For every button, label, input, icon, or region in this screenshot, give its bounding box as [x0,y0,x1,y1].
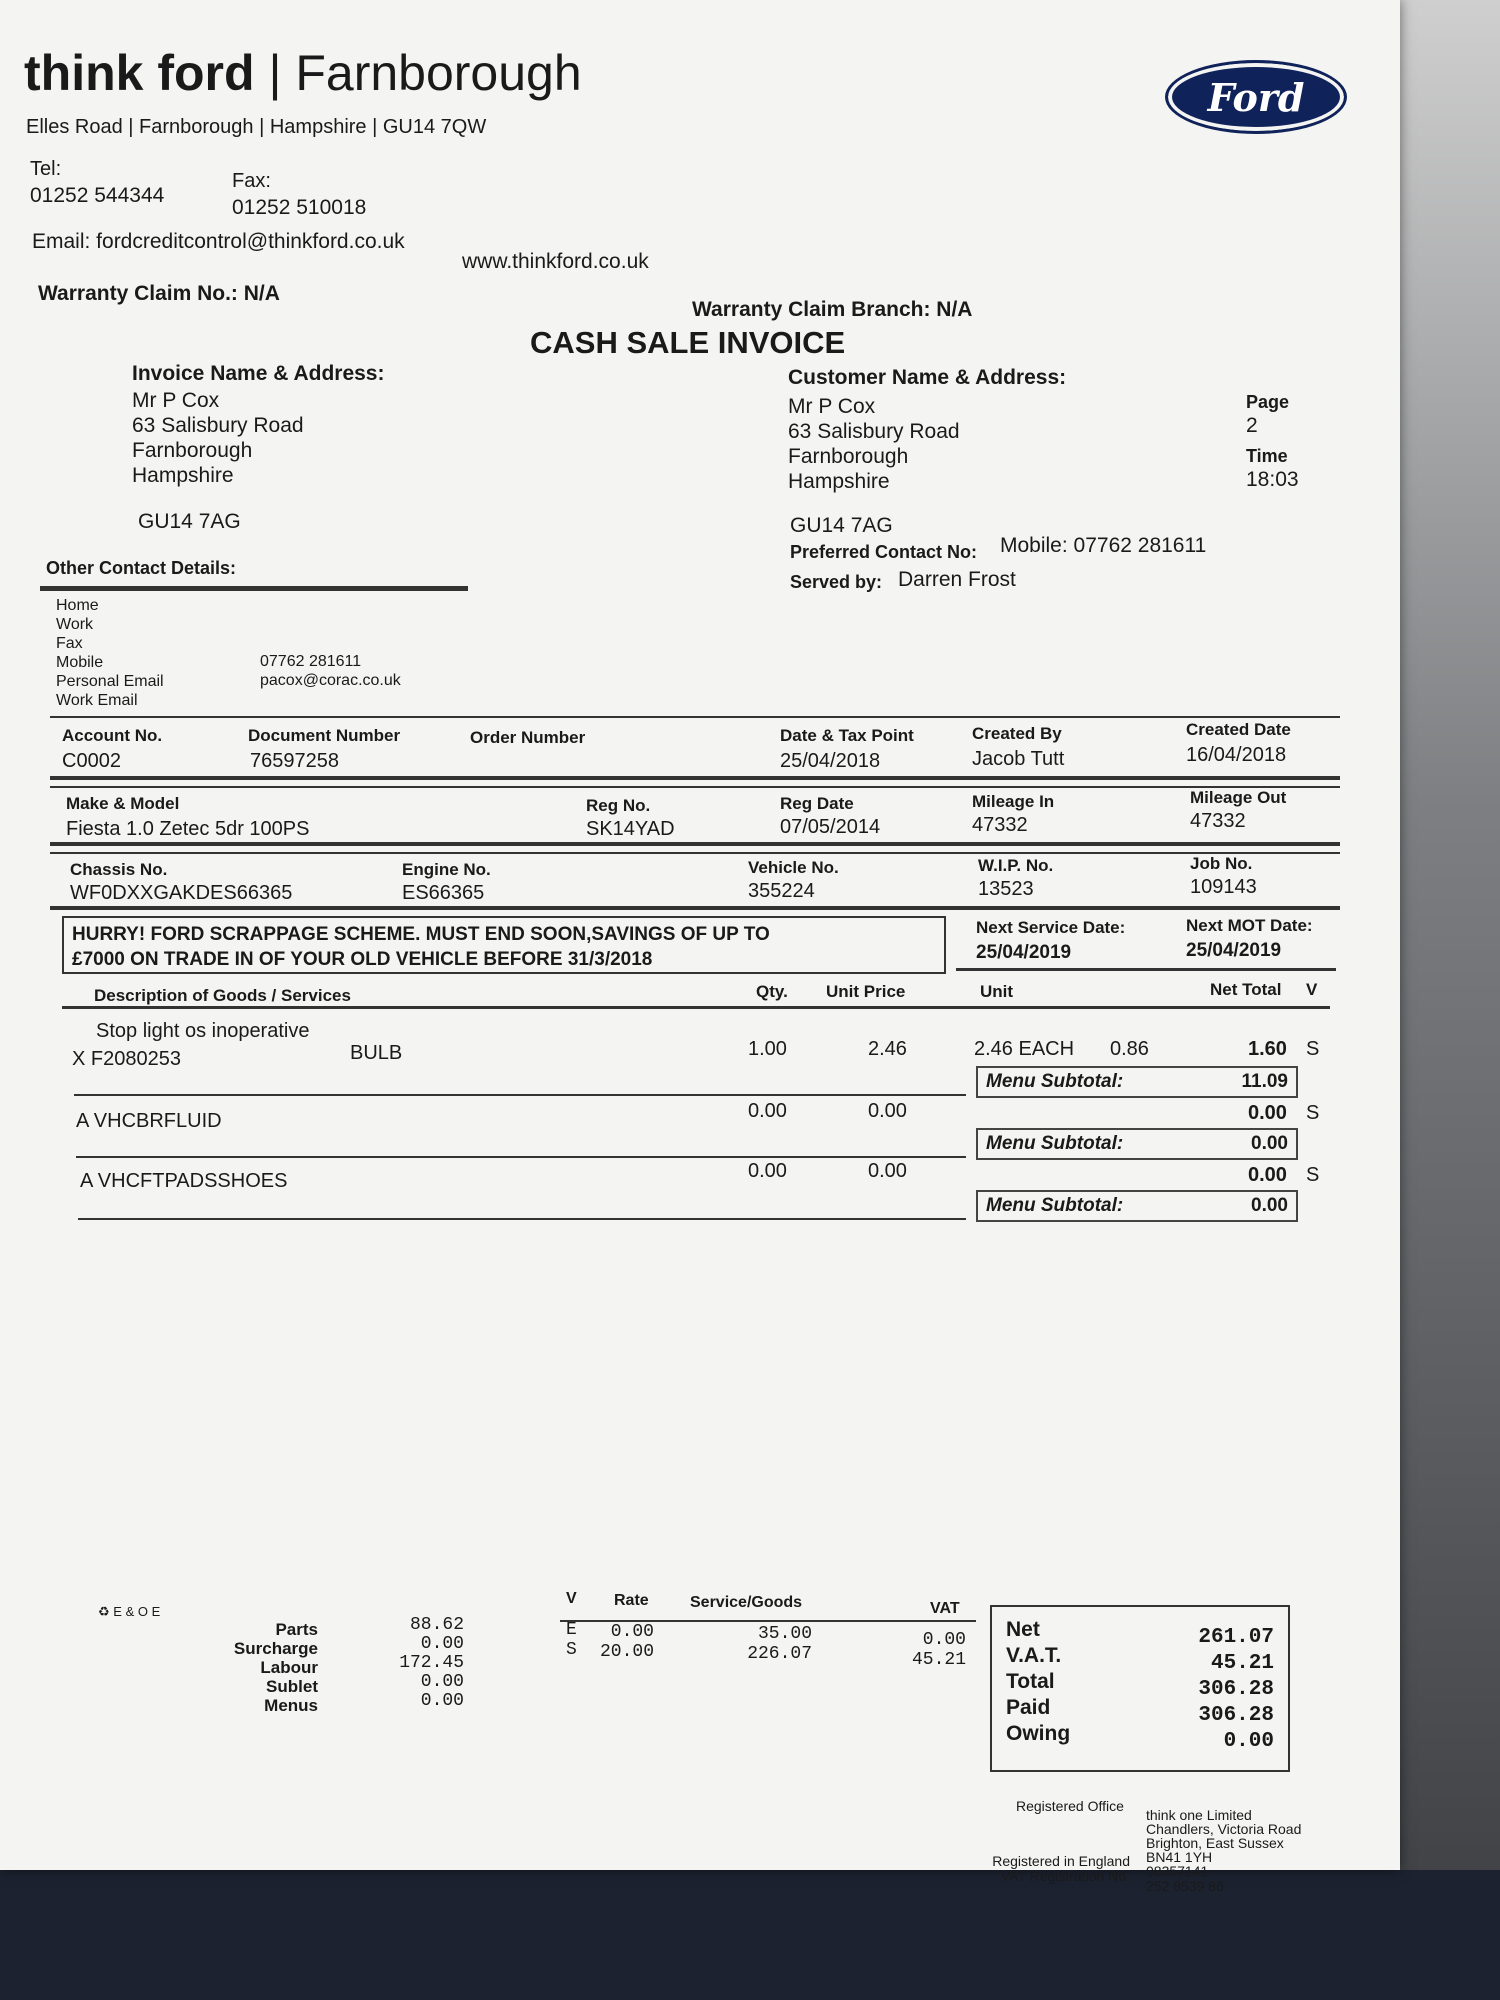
item-net: 0.00 [1248,1164,1287,1186]
total-label-owing: Owing [1006,1722,1071,1745]
contact-mobile: 07762 281611 [260,653,362,670]
vat-col-v: V [566,1590,577,1607]
engine-label: Engine No. [402,860,491,879]
vat-row-s-service: 226.07 [747,1644,812,1664]
created-by-value: Jacob Tutt [972,748,1065,770]
warranty-claim: Warranty Claim No.: N/A [38,282,280,305]
total-value-paid: 306.28 [1198,1704,1274,1727]
vat-row-e-rate: 0.00 [610,1622,654,1642]
brand-think: think ford [24,45,255,101]
promo-banner [62,916,946,974]
divider [956,968,1336,971]
registration-label-vat: VAT Registration No. [1000,1868,1130,1884]
served-by-value: Darren Frost [898,568,1016,591]
mileage-out-label: Mileage Out [1190,788,1287,807]
item-unit-price: 2.46 [868,1038,907,1060]
vat-row-rates [594,1622,654,1662]
invoice-address-line: Farnborough [132,439,253,462]
item-unit-price: 0.00 [868,1100,907,1122]
order-number-label: Order Number [470,728,586,747]
divider [62,1006,1330,1009]
vat-col-vat: VAT [930,1600,960,1617]
account-label: Account No. [62,726,163,745]
invoice-address-line: Hampshire [132,464,234,487]
divider [78,1218,966,1220]
registered-office-line: Chandlers, Victoria Road [1146,1821,1302,1837]
menu-subtotal-value: 0.00 [1251,1195,1288,1216]
mileage-in-value: 47332 [972,814,1028,836]
totals-box [990,1605,1290,1772]
job-label: Job No. [1190,854,1253,873]
total-value-net: 261.07 [1198,1626,1274,1649]
document-title: CASH SALE INVOICE [530,325,846,360]
menu-subtotal-label: Menu Subtotal: [986,1133,1124,1154]
website: www.thinkford.co.uk [462,250,649,273]
item-qty: 1.00 [748,1038,787,1060]
menu-subtotal [976,1128,1298,1160]
brand-separator: | [268,45,282,101]
divider [50,842,1340,846]
created-by-label: Created By [972,724,1062,743]
col-unit-price: Unit Price [826,982,906,1001]
item-code: X F2080253 [72,1048,181,1070]
contact-label-personal-email: Personal Email [56,673,164,690]
vat-row-e-vat: 0.00 [922,1630,966,1650]
vat-row-s-vat: 45.21 [911,1650,966,1670]
divider [74,1094,966,1096]
customer-postcode: GU14 7AG [790,514,893,537]
item-qty: 0.00 [748,1160,787,1182]
vat-row-codes [566,1620,577,1660]
contact-label-fax: Fax [56,635,83,652]
customer-address-line: 63 Salisbury Road [788,420,960,443]
next-service-label: Next Service Date: [976,918,1126,937]
customer-address [788,394,960,494]
eoe-text: E & O E [113,1604,161,1619]
menu-subtotal-value: 11.09 [1241,1071,1288,1092]
col-qty: Qty. [756,982,788,1001]
totals-labels [1006,1617,1070,1747]
summary-label-labour: Labour [260,1658,318,1677]
menu-subtotal-label: Menu Subtotal: [986,1195,1124,1216]
next-mot-value: 25/04/2019 [1186,940,1282,961]
menu-subtotal [976,1190,1298,1222]
tel-label: Tel: [30,158,62,180]
created-date-label: Created Date [1186,720,1291,739]
invoice-postcode: GU14 7AG [138,510,241,533]
total-value-total: 306.28 [1198,1678,1274,1701]
registration-number: 08357141 [1146,1863,1209,1879]
recycle-icon: ♻ [98,1604,110,1619]
contact-personal-email: pacox@corac.co.uk [260,672,401,689]
total-label-total: Total [1006,1670,1055,1693]
document-number-value: 76597258 [250,750,339,772]
total-label-vat: V.A.T. [1006,1644,1062,1667]
registered-office-line: BN41 1YH [1146,1849,1213,1865]
col-description: Description of Goods / Services [94,986,351,1005]
divider [40,586,468,591]
summary-values [380,1616,464,1711]
vat-col-rate: Rate [614,1592,649,1609]
registered-office-line: Brighton, East Sussex [1146,1835,1284,1851]
document-number-label: Document Number [248,726,401,745]
total-label-paid: Paid [1006,1696,1051,1719]
vat-row-e-service: 35.00 [757,1624,812,1644]
contact-label-home: Home [56,597,99,614]
col-unit: Unit [980,982,1014,1001]
brand-branch: Farnborough [295,45,582,101]
make-model-value: Fiesta 1.0 Zetec 5dr 100PS [66,818,310,840]
item-net: 1.60 [1248,1038,1287,1060]
ford-logo [1165,60,1347,134]
item-vat-code: S [1306,1038,1320,1060]
registration-values [1146,1864,1224,1894]
warranty-branch: Warranty Claim Branch: N/A [692,298,973,321]
wip-value: 13523 [978,878,1034,900]
ford-logo-text: Ford [1207,74,1305,120]
item-qty: 0.00 [748,1100,787,1122]
item-code: A VHCFTPADSSHOES [80,1170,288,1192]
account-value: C0002 [62,750,121,772]
summary-value-surcharge: 0.00 [420,1634,464,1654]
summary-value-parts: 88.62 [409,1615,464,1635]
summary-value-sublet: 0.00 [420,1672,464,1692]
engine-value: ES66365 [402,882,485,904]
summary-label-menus: Menus [264,1696,318,1715]
divider [50,716,1340,718]
vehicle-no-value: 355224 [748,880,815,902]
summary-label-sublet: Sublet [266,1677,318,1696]
wip-label: W.I.P. No. [978,856,1054,875]
summary-label-surcharge: Surcharge [233,1639,318,1658]
reg-label: Reg No. [586,796,651,815]
job-value: 109143 [1190,876,1257,898]
registered-office-line: think one Limited [1146,1807,1252,1823]
summary-value-menus: 0.00 [420,1691,464,1711]
vat-row-services [740,1624,812,1664]
background-surface [1390,0,1500,2000]
registered-office [1146,1808,1301,1864]
contact-labels [56,596,164,710]
col-v: V [1306,980,1318,999]
item-description: BULB [350,1042,403,1064]
item-code: A VHCBRFLUID [76,1110,222,1132]
customer-address-label: Customer Name & Address: [788,366,1067,389]
chassis-value: WF0DXXGAKDES66365 [70,882,293,904]
invoice-address [132,388,304,488]
date-label: Date & Tax Point [780,726,914,745]
vat-row-s-rate: 20.00 [599,1642,654,1662]
customer-address-line: Mr P Cox [788,395,876,418]
page-number: 2 [1246,414,1258,437]
item-note: Stop light os inoperative [96,1020,310,1042]
time-value: 18:03 [1246,468,1299,491]
divider [50,852,1340,854]
fax-value: 01252 510018 [232,196,367,219]
total-value-owing: 0.00 [1223,1730,1274,1753]
item-net: 0.00 [1248,1102,1287,1124]
eoe-mark [98,1604,160,1620]
item-vat-code: S [1306,1102,1320,1124]
contact-label-mobile: Mobile [56,654,104,671]
contact-label-work-email: Work Email [56,692,138,709]
next-service-value: 25/04/2019 [976,942,1072,963]
menu-subtotal [976,1066,1298,1098]
promo-line-2: £7000 ON TRADE IN OF YOUR OLD VEHICLE BEFORE 31/3/2018 [72,949,653,970]
served-by-label: Served by: [790,572,883,592]
customer-address-line: Hampshire [788,470,890,493]
divider [76,1156,966,1158]
registration-label-england: Registered in England [992,1853,1130,1869]
total-label-net: Net [1006,1618,1040,1641]
total-value-vat: 45.21 [1210,1652,1274,1675]
registration-labels [988,1854,1130,1884]
totals-values [1198,1625,1274,1755]
summary-value-labour: 172.45 [399,1653,464,1673]
registered-office-label: Registered Office [1016,1798,1124,1814]
background-surface-bottom [0,1870,1500,2000]
preferred-contact-value: Mobile: 07762 281611 [1000,534,1207,557]
divider [50,776,1340,780]
vehicle-no-label: Vehicle No. [748,858,839,877]
invoice-address-line: 63 Salisbury Road [132,414,304,437]
date-value: 25/04/2018 [780,750,881,772]
vat-row-s-code: S [566,1640,577,1660]
promo-line-1: HURRY! FORD SCRAPPAGE SCHEME. MUST END SOON,SAVINGS OF UP TO [72,924,770,945]
col-net-total: Net Total [1210,980,1282,999]
vat-row-e-code: E [566,1620,577,1640]
email: Email: fordcreditcontrol@thinkford.co.uk [32,230,405,253]
time-label: Time [1246,446,1288,466]
tel-value: 01252 544344 [30,184,165,207]
vat-row-vats [906,1630,966,1670]
chassis-label: Chassis No. [70,860,168,879]
next-mot-label: Next MOT Date: [1186,916,1313,935]
divider [50,786,1340,788]
menu-subtotal-label: Menu Subtotal: [986,1071,1124,1092]
divider [50,906,1340,910]
other-contact-label: Other Contact Details: [46,558,237,578]
mileage-in-label: Mileage In [972,792,1055,811]
item-vat-code: S [1306,1164,1320,1186]
reg-value: SK14YAD [586,818,675,840]
vat-col-service: Service/Goods [690,1594,803,1611]
reg-date-value: 07/05/2014 [780,816,881,838]
contact-label-work: Work [56,616,94,633]
item-unit: 2.46 EACH [974,1038,1075,1060]
dealer-address: Elles Road | Farnborough | Hampshire | GU14 7QW [26,116,487,138]
vat-number: 252 8539 86 [1146,1878,1224,1894]
summary-labels [200,1620,318,1715]
preferred-contact-label: Preferred Contact No: [790,542,978,562]
brand-name [24,44,582,102]
mileage-out-value: 47332 [1190,810,1246,832]
page-label: Page [1246,392,1290,412]
invoice-address-label: Invoice Name & Address: [132,362,385,385]
summary-label-parts: Parts [275,1620,318,1639]
menu-subtotal-value: 0.00 [1251,1133,1288,1154]
item-discount: 0.86 [1110,1038,1149,1060]
created-date-value: 16/04/2018 [1186,744,1287,766]
invoice-address-line: Mr P Cox [132,389,220,412]
customer-address-line: Farnborough [788,445,909,468]
fax-label: Fax: [232,170,271,192]
reg-date-label: Reg Date [780,794,854,813]
make-model-label: Make & Model [66,794,180,813]
item-unit-price: 0.00 [868,1160,907,1182]
